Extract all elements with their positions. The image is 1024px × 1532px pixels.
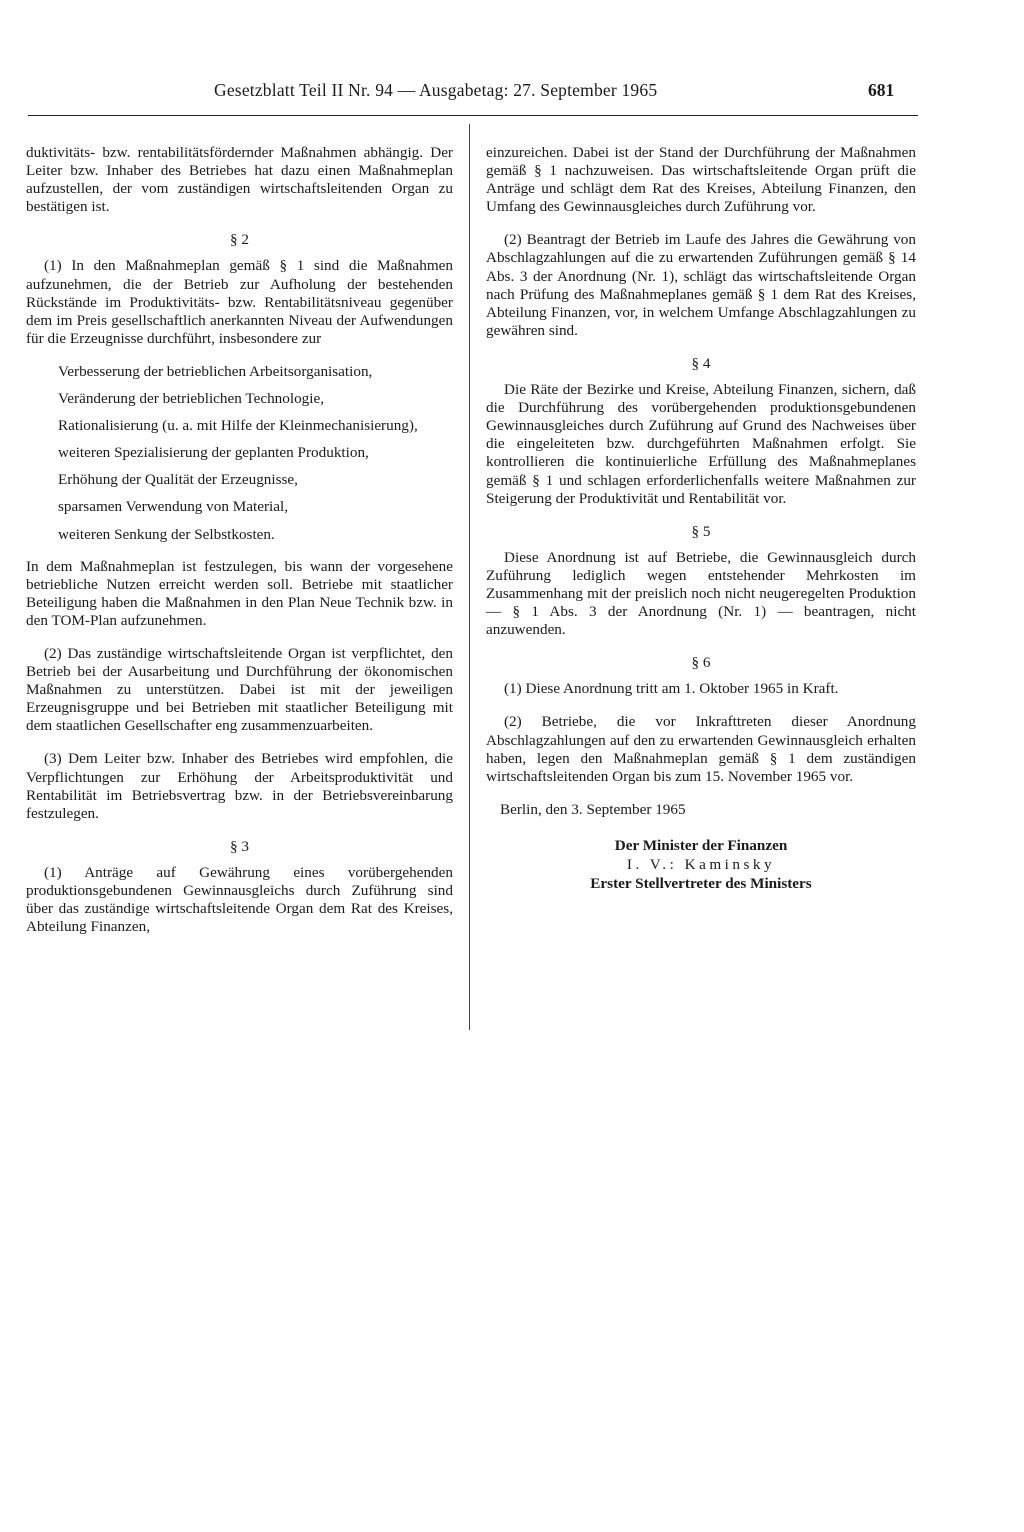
header-rule bbox=[28, 115, 918, 116]
paragraph-3-2: (2) Beantragt der Betrieb im Laufe des Jahres die Gewährung von Abschlagzahlungen auf die zu erwartenden Zuführungen gemäß § 14 Abs. 3 der Anordnung (Nr. 1), schlägt das wirtschaftsleitende Organ nach Prüfung des Maßnahmeplanes gemäß § 1 dem Rat des Kreises, Abteilung Finanzen, vor, in welchem Umfange Abschlagzahlungen zu gewähren sind. bbox=[486, 231, 916, 339]
signature-block bbox=[486, 837, 916, 893]
paragraph-4: Die Räte der Bezirke und Kreise, Abteilung Finanzen, sichern, daß die Durchführung des vorübergehenden produktionsgebundenen Gewinnausgleiches durch Zuführung auf Grund des Nachweises über die eingeleiteten bzw. durchgeführten Maßnahmen erfolgt. Sie kontrollieren die kontinuierliche Erfüllung des Maßnahmeplanes gemäß § 1 und schlagen erforderlichenfalls weitere Maßnahmen zur Steigerung der Produktivität und Rentabilität vor. bbox=[486, 381, 916, 507]
paragraph-5: Diese Anordnung ist auf Betriebe, die Gewinnausgleich durch Zuführung lediglich wegen entstehender Mehrkosten im Zusammenhang mit der preislich noch nicht neugeregelten Produktion — § 1 Abs. 3 der Anordnung (Nr. 1) — beantragen, nicht anzuwenden. bbox=[486, 548, 916, 639]
list-item: Erhöhung der Qualität der Erzeugnisse, bbox=[58, 471, 298, 489]
paragraph-2-3: (3) Dem Leiter bzw. Inhaber des Betriebes wird empfohlen, die Verpflichtungen zur Erhöhung der Arbeitsproduktivität und Rentabilität im Betriebsvertrag bzw. in der Betriebsvereinbarung festzulegen. bbox=[26, 750, 453, 822]
paragraph-3-1-continued: einzureichen. Dabei ist der Stand der Durchführung der Maßnahmen gemäß § 1 nachzuweisen. Das wirtschaftsleitende Organ prüft die Anträge und schlägt dem Rat des Kreises, Abteilung Finanzen, den Umfang des Gewinnausgleiches durch Zuführung vor. bbox=[486, 144, 916, 216]
measures-list bbox=[58, 363, 453, 544]
intro-paragraph: duktivitäts- bzw. rentabilitätsfördernder Maßnahmen abhängig. Der Leiter bzw. Inhaber des Betriebes hat dazu einen Maßnahmeplan aufzustellen, der vom zuständigen wirtschaftsleitenden Organ zu bestätigen ist. bbox=[26, 144, 453, 216]
paragraph-6-1: (1) Diese Anordnung tritt am 1. Oktober 1965 in Kraft. bbox=[504, 680, 839, 698]
signature-role: Erster Stellvertreter des Ministers bbox=[590, 875, 812, 893]
column-divider bbox=[469, 124, 470, 1030]
section-heading-5: § 5 bbox=[691, 522, 711, 540]
page-header bbox=[0, 80, 1024, 110]
section-heading-2: § 2 bbox=[230, 231, 249, 249]
page-number: 681 bbox=[868, 80, 895, 100]
paragraph-3-1: (1) Anträge auf Gewährung eines vorübergehenden produktionsgebundenen Gewinnausgleichs durch Zuführung sind über das zuständige wirtschaftsleitende Organ dem Rat des Kreises, Abteilung Finanzen, bbox=[26, 863, 453, 936]
section-heading-6: § 6 bbox=[691, 654, 711, 672]
paragraph-2-2: (2) Das zuständige wirtschaftsleitende Organ ist verpflichtet, den Betrieb bei der Ausarbeitung und Durchführung der ökonomischen Maßnahmen zu unterstützen. Dabei ist mit der jeweiligen Erzeugnisgruppe und bei Betrieben mit staatlicher Beteiligung mit dem staatlichen Gesellschafter eng zusammenzuarbeiten. bbox=[26, 644, 453, 735]
list-item: weiteren Senkung der Selbstkosten. bbox=[58, 525, 275, 543]
paragraph-6-2: (2) Betriebe, die vor Inkrafttreten dieser Anordnung Abschlagzahlungen auf den zu erwartenden Gewinnausgleich erhalten haben, legen den Maßnahmeplan gemäß § 1 dem zuständigen wirtschaftsleitenden Organ bis zum 15. November 1965 vor. bbox=[486, 713, 916, 785]
signature-office: Der Minister der Finanzen bbox=[614, 836, 788, 854]
list-item: Rationalisierung (u. a. mit Hilfe der Kleinmechanisierung), bbox=[58, 417, 418, 435]
list-item: Verbesserung der betrieblichen Arbeitsorganisation, bbox=[58, 362, 373, 380]
header-title: Gesetzblatt Teil II Nr. 94 — Ausgabetag: 27. September 1965 bbox=[214, 80, 658, 100]
right-column bbox=[486, 144, 916, 894]
paragraph-2-1b: In dem Maßnahmeplan ist festzulegen, bis wann der vorgesehene betriebliche Nutzen erreicht werden soll. Betriebe mit staatlicher Beteiligung haben die Maßnahmen in den Plan Neue Technik bzw. in den TOM-Plan aufzunehmen. bbox=[26, 557, 453, 629]
list-item: sparsamen Verwendung von Material, bbox=[58, 498, 288, 516]
list-item: Veränderung der betrieblichen Technologie, bbox=[58, 390, 325, 408]
place-and-date: Berlin, den 3. September 1965 bbox=[500, 800, 686, 818]
left-column bbox=[26, 144, 453, 951]
paragraph-2-1: (1) In den Maßnahmeplan gemäß § 1 sind die Maßnahmen aufzunehmen, die der Betrieb zur Aufholung der bestehenden Rückstände im Produktivitäts- bzw. Rentabilitätsniveau gegenüber dem im Preis gesellschaftlich anerkannten Niveau der Aufwendungen für die Erzeugnisse durchführt, insbesondere zur bbox=[26, 257, 453, 347]
list-item: weiteren Spezialisierung der geplanten Produktion, bbox=[58, 444, 369, 462]
section-heading-3: § 3 bbox=[230, 837, 249, 855]
signature-name: I. V.: Kaminsky bbox=[626, 856, 776, 873]
section-heading-4: § 4 bbox=[691, 354, 711, 372]
